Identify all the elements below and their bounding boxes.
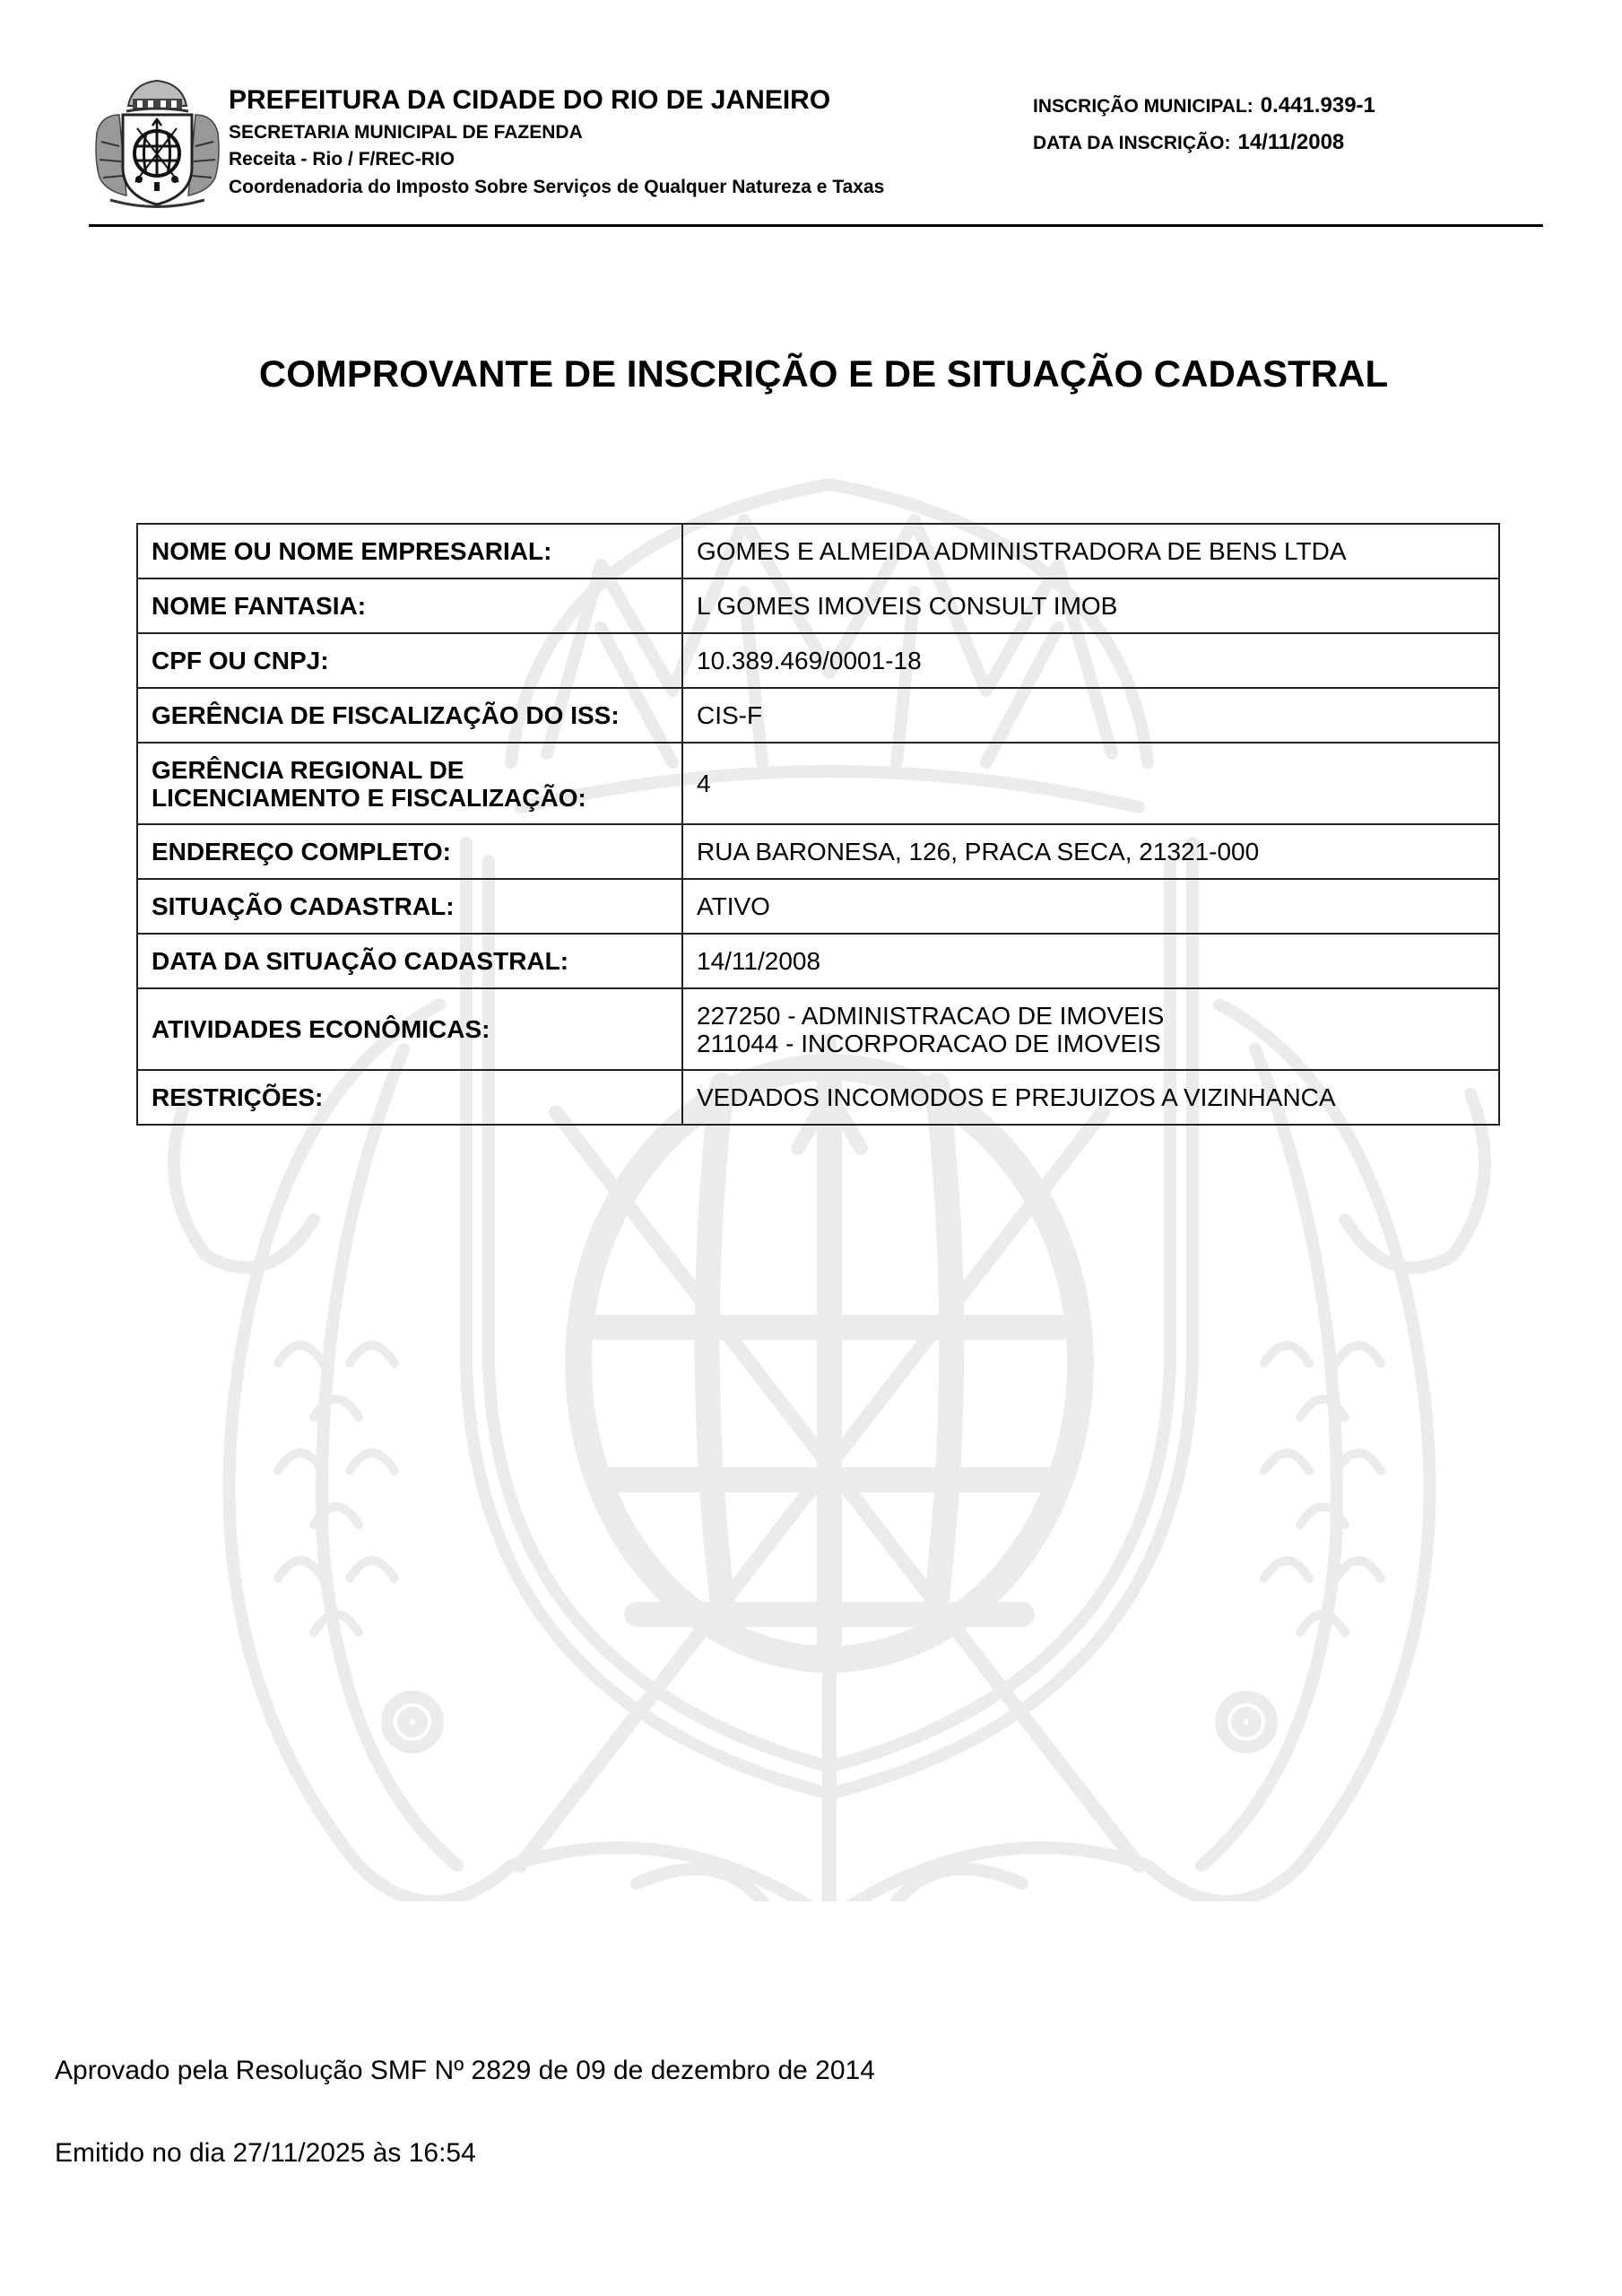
row-label-line: LICENCIAMENTO E FISCALIZAÇÃO: — [152, 783, 586, 812]
row-label: DATA DA SITUAÇÃO CADASTRAL: — [137, 934, 682, 988]
table-row-company-name — [137, 524, 1499, 578]
row-value: CIS-F — [682, 688, 1499, 743]
table-row-trade-name — [137, 578, 1499, 633]
activity-line: 227250 - ADMINISTRACAO DE IMOVEIS — [697, 1001, 1165, 1030]
footer-approval-note: Aprovado pela Resolução SMF Nº 2829 de 09 de dezembro de 2014 — [55, 2056, 875, 2085]
table-row-iss-management — [137, 688, 1499, 743]
row-value: L GOMES IMOVEIS CONSULT IMOB — [682, 578, 1499, 633]
registration-label: INSCRIÇÃO MUNICIPAL: — [1033, 96, 1253, 117]
table-row-cnpj — [137, 633, 1499, 688]
header-divider — [89, 224, 1543, 227]
header-organization: PREFEITURA DA CIDADE DO RIO DE JANEIRO — [229, 85, 831, 115]
row-value: GOMES E ALMEIDA ADMINISTRADORA DE BENS LTDA — [682, 524, 1499, 578]
coat-of-arms-logo-icon — [92, 79, 222, 209]
row-label: NOME FANTASIA: — [137, 578, 682, 633]
row-value: VEDADOS INCOMODOS E PREJUIZOS A VIZINHANCA — [682, 1070, 1499, 1125]
registration-date-label: DATA DA INSCRIÇÃO: — [1033, 133, 1231, 153]
row-label: SITUAÇÃO CADASTRAL: — [137, 879, 682, 934]
row-label: CPF OU CNPJ: — [137, 633, 682, 688]
row-value: 14/11/2008 — [682, 934, 1499, 988]
row-value: 10.389.469/0001-18 — [682, 633, 1499, 688]
document-title — [0, 352, 1622, 395]
registration-number — [1033, 95, 1375, 117]
row-label: RESTRIÇÕES: — [137, 1070, 682, 1125]
row-value: 4 — [682, 743, 1499, 824]
table-row-economic-activities — [137, 988, 1499, 1070]
header-revenue-office: Receita - Rio / F/REC-RIO — [229, 149, 455, 170]
row-label: NOME OU NOME EMPRESARIAL: — [137, 524, 682, 578]
header-secretariat: SECRETARIA MUNICIPAL DE FAZENDA — [229, 122, 583, 143]
registration-date-value: 14/11/2008 — [1237, 130, 1345, 154]
row-label: ENDEREÇO COMPLETO: — [137, 824, 682, 879]
row-label-line: GERÊNCIA REGIONAL DE — [152, 755, 464, 784]
row-value — [682, 988, 1499, 1070]
table-row-address — [137, 824, 1499, 879]
registration-date — [1033, 132, 1344, 153]
row-label — [137, 743, 682, 824]
registration-value: 0.441.939-1 — [1260, 93, 1375, 117]
table-row-regional-management — [137, 743, 1499, 824]
header-coordination: Coordenadoria do Imposto Sobre Serviços de Qualquer Natureza e Taxas — [229, 177, 885, 197]
row-label: GERÊNCIA DE FISCALIZAÇÃO DO ISS: — [137, 688, 682, 743]
table-row-status-date — [137, 934, 1499, 988]
row-label: ATIVIDADES ECONÔMICAS: — [137, 988, 682, 1070]
row-value: RUA BARONESA, 126, PRACA SECA, 21321-000 — [682, 824, 1499, 879]
registration-info-table — [136, 523, 1500, 1126]
activity-line: 211044 - INCORPORACAO DE IMOVEIS — [697, 1029, 1161, 1057]
table-row-status — [137, 879, 1499, 934]
footer-issued-timestamp: Emitido no dia 27/11/2025 às 16:54 — [55, 2138, 476, 2168]
table-row-restrictions — [137, 1070, 1499, 1125]
document-title-text: COMPROVANTE DE INSCRIÇÃO E DE SITUAÇÃO CADASTRAL — [258, 352, 1389, 395]
row-value: ATIVO — [682, 879, 1499, 934]
